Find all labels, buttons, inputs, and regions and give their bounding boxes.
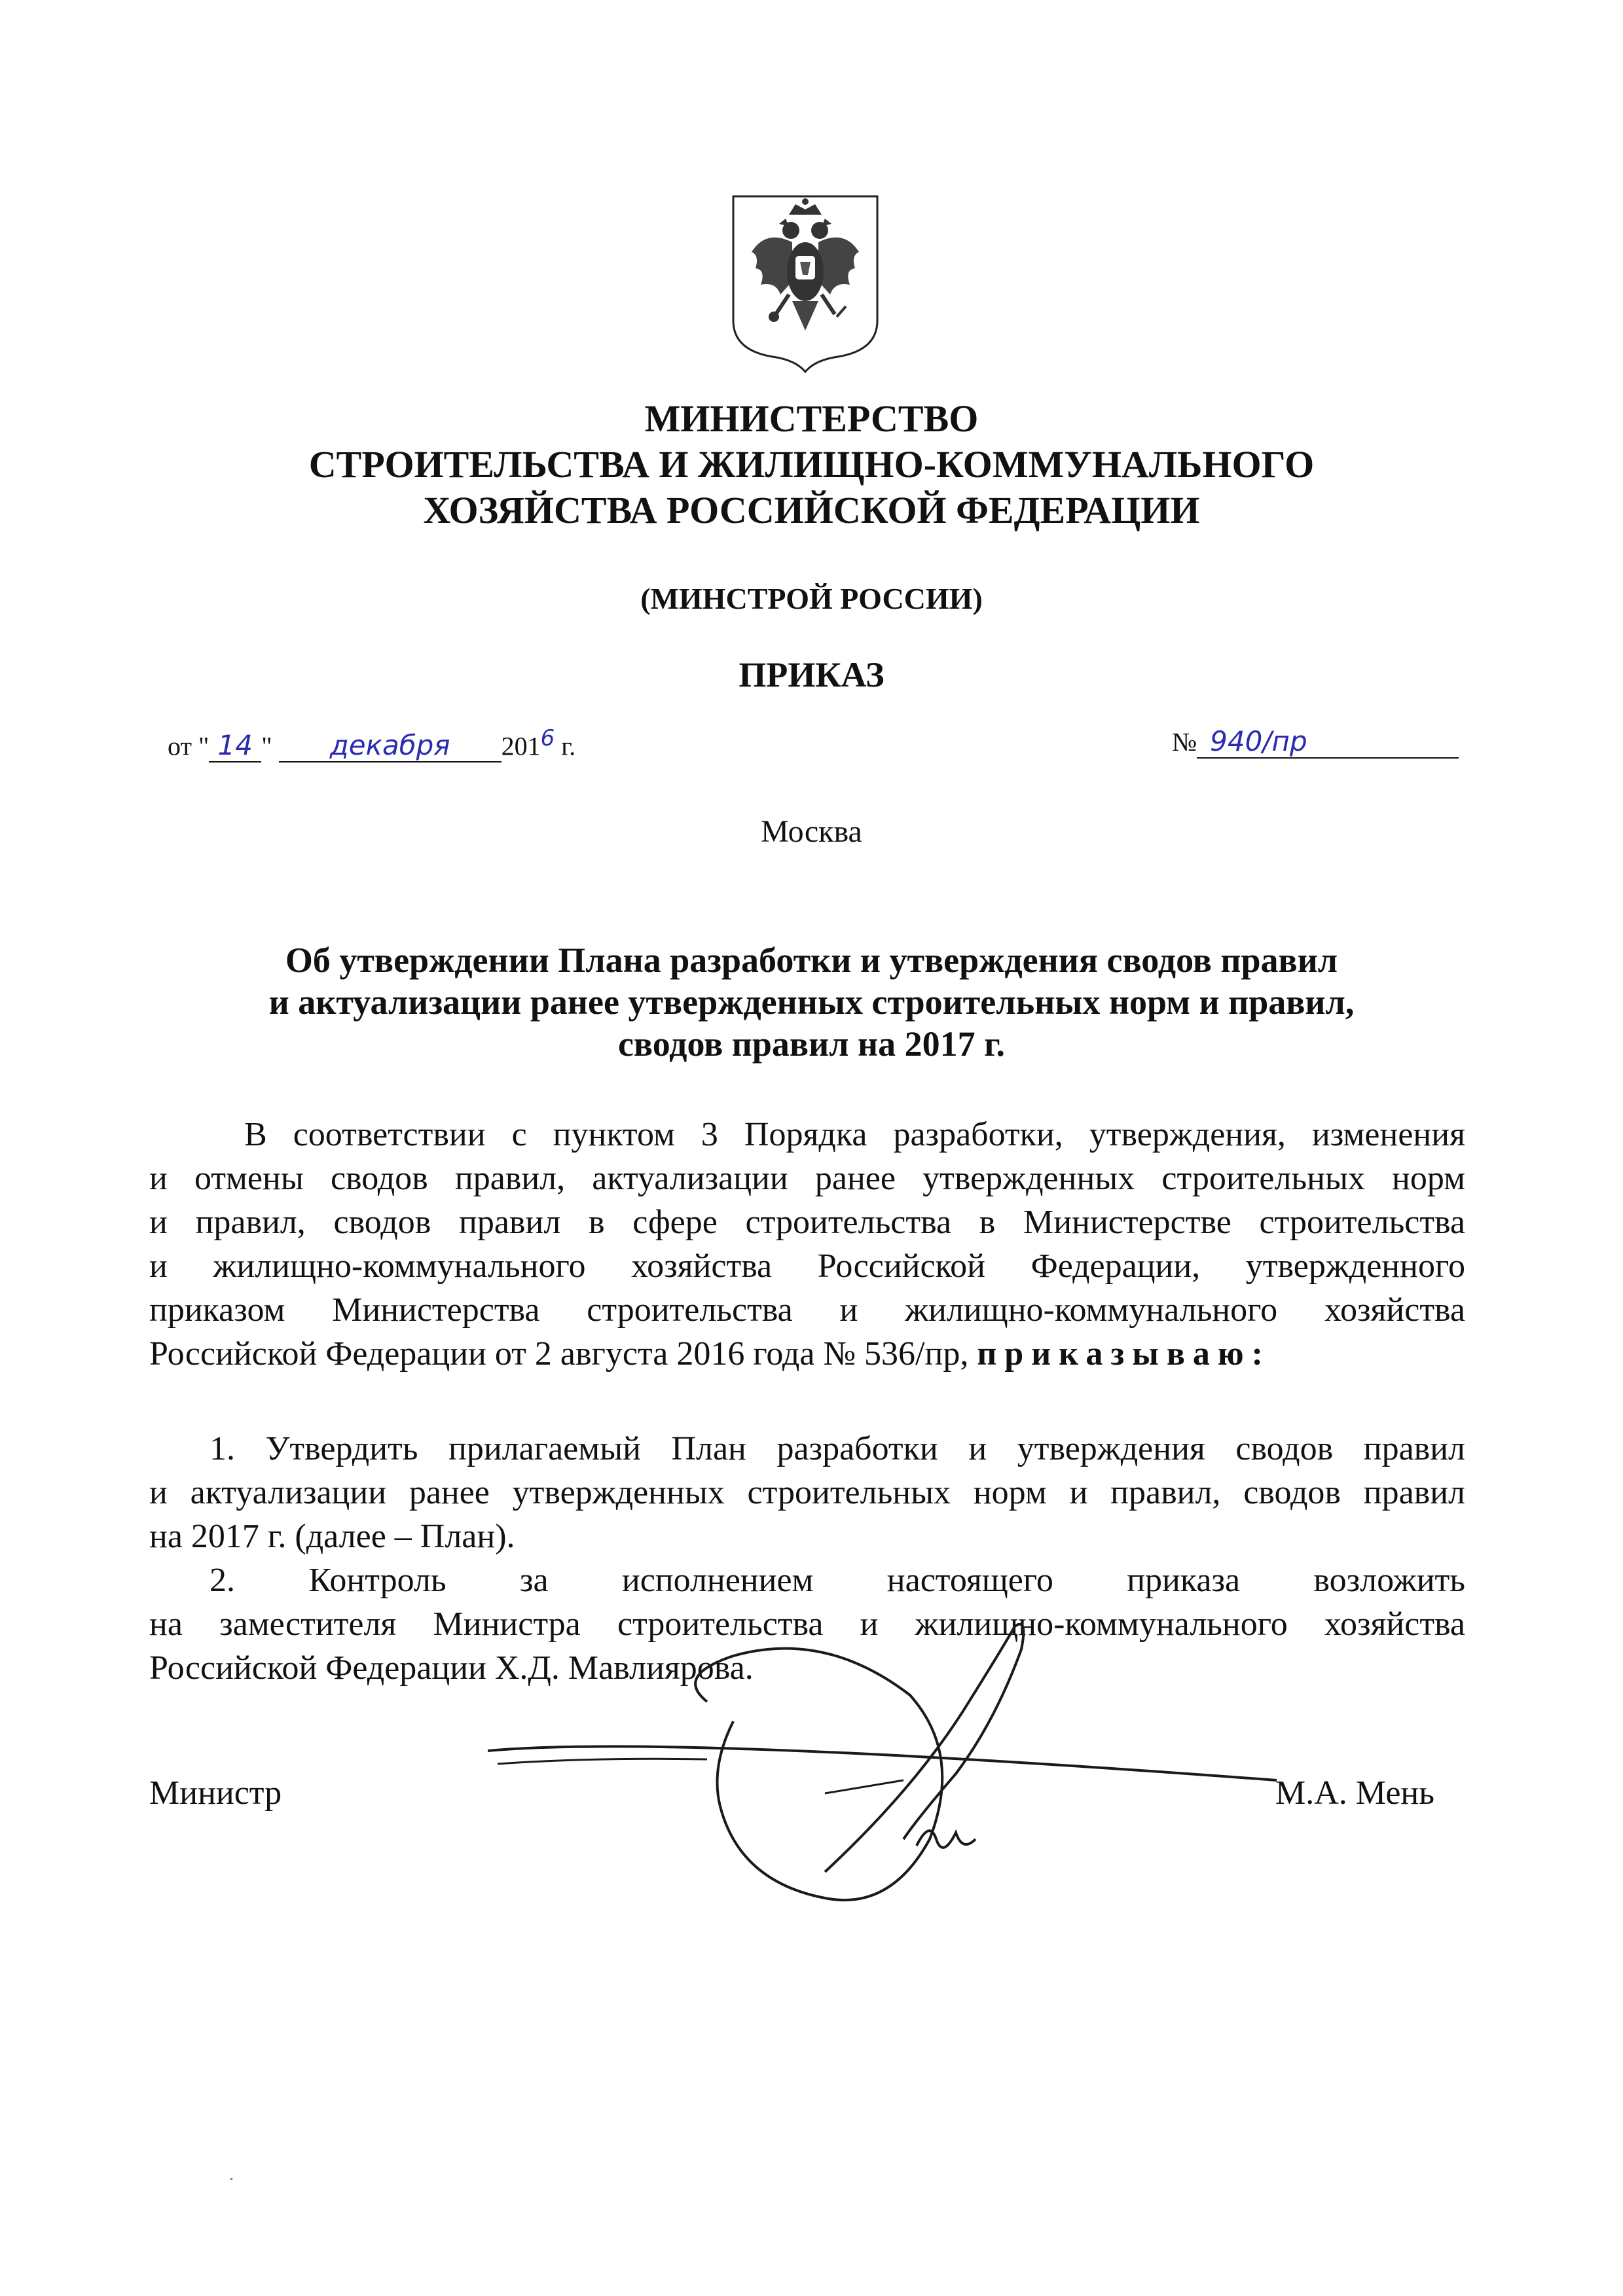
signatory-name: М.А. Мень [1275,1774,1434,1812]
order-date [168,725,575,762]
item-1-line-2: и актуализации ранее утвержденных строительных норм и правил, сводов правил [149,1474,1465,1511]
preamble-line-4: и жилищно-коммунального хозяйства Российской Федерации, утвержденного [149,1247,1465,1285]
item-2-line-2: на заместителя Министра строительства и жилищно-коммунального хозяйства [149,1605,1465,1643]
item-1-paragraph [149,1427,1465,1558]
ministry-name-line-3: ХОЗЯЙСТВА РОССИЙСКОЙ ФЕДЕРАЦИИ [423,489,1200,531]
date-close-quote: " [261,731,272,761]
signatory-title: Министр [149,1774,282,1812]
preamble-line-3: и правил, сводов правил в сфере строительства в Министерстве строительства [149,1204,1465,1241]
preamble-line-6 [149,1332,1465,1376]
subject-line-2: и актуализации ранее утвержденных строительных норм и правил, [268,982,1355,1022]
handwritten-signature [458,1623,1309,1964]
date-year-prefix: 201 [501,731,541,761]
coat-of-arms-icon [727,190,884,373]
item-1-line-1: 1. Утвердить прилагаемый План разработки и утверждения сводов правил [210,1430,1465,1467]
preamble-line-5: приказом Министерства строительства и жилищно-коммунального хозяйства [149,1291,1465,1329]
preamble-line-2: и отмены сводов правил, актуализации ранее утвержденных строительных норм [149,1160,1465,1197]
preamble-paragraph [149,1113,1465,1376]
date-open-quote: " [198,731,210,761]
city: Москва [761,814,862,849]
subject-line-3: сводов правил на 2017 г. [617,1024,1006,1064]
preamble-line-6-text: Российской Федерации от 2 августа 2016 года № 536/пр, [149,1335,969,1372]
order-number [1172,725,1459,759]
item-2-line-1: 2. Контроль за исполнением настоящего приказа возложить [210,1562,1465,1599]
ministry-short-name: (МИНСТРОЙ РОССИИ) [640,582,983,615]
date-month: декабря [279,729,501,762]
order-word: приказываю: [977,1335,1271,1372]
date-year-suffix: г. [561,731,576,761]
item-2-line-3: Российской Федерации Х.Д. Мавлиярова. [149,1649,754,1687]
preamble-line-1: В соответствии с пунктом 3 Порядка разработки, утверждения, изменения [244,1116,1465,1153]
number-value: 940/пр [1197,725,1459,759]
item-1-line-3: на 2017 г. (далее – План). [149,1518,515,1555]
number-prefix: № [1172,727,1197,757]
date-year-digit: 6 [540,725,555,751]
subject-line-1: Об утверждении Плана разработки и утверждения сводов правил [285,941,1338,980]
ministry-name-line-1: МИНИСТЕРСТВО [644,397,979,440]
ministry-name [0,396,1623,533]
ministry-name-line-2: СТРОИТЕЛЬСТВА И ЖИЛИЩНО-КОММУНАЛЬНОГО [308,443,1315,486]
margin-dot [230,2178,232,2180]
date-prefix: от [168,731,192,761]
document-type: ПРИКАЗ [739,655,884,694]
date-day: 14 [209,729,261,762]
order-subject [0,939,1623,1065]
